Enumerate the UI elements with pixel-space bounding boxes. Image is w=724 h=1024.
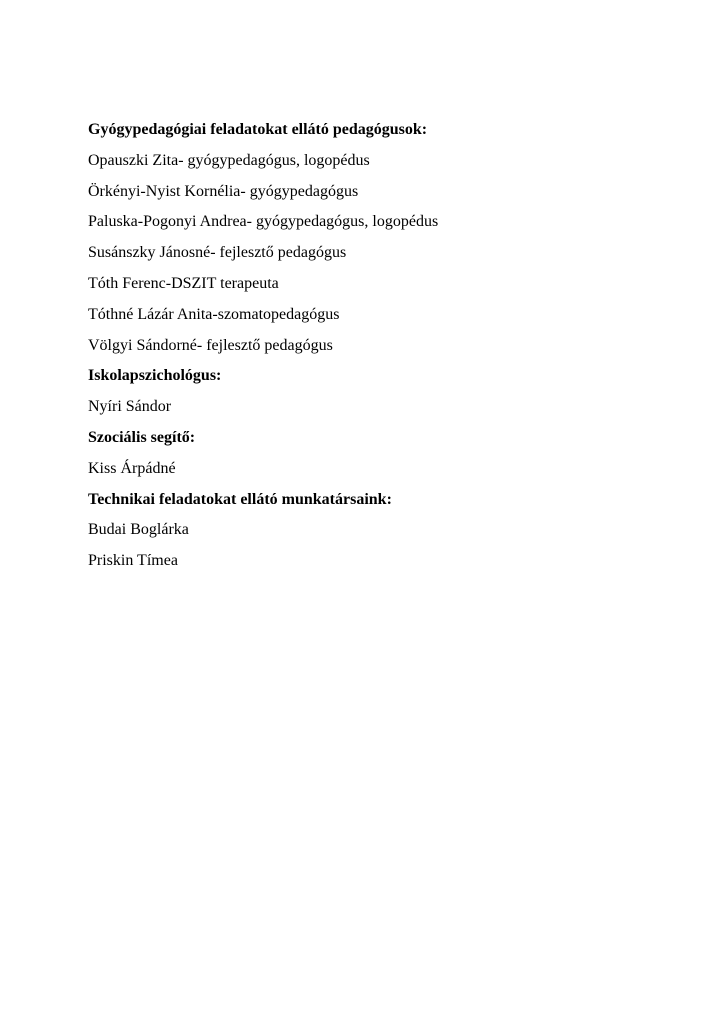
staff-entry: Susánszky Jánosné- fejlesztő pedagógus	[88, 244, 347, 262]
staff-entry: Örkényi-Nyist Kornélia- gyógypedagógus	[88, 182, 359, 200]
staff-entry: Opauszki Zita- gyógypedagógus, logopédus	[88, 151, 370, 169]
staff-entry: Paluska-Pogonyi Andrea- gyógypedagógus, logopédus	[88, 213, 439, 231]
staff-entry: Tóthné Lázár Anita-szomatopedagógus	[88, 305, 340, 323]
staff-entry: Tóth Ferenc-DSZIT terapeuta	[88, 274, 279, 292]
section-heading-technical-staff: Technikai feladatokat ellátó munkatársaink:	[88, 490, 392, 508]
staff-entry: Priskin Tímea	[88, 552, 178, 570]
staff-entry: Kiss Árpádné	[88, 459, 176, 477]
staff-entry: Völgyi Sándorné- fejlesztő pedagógus	[88, 336, 333, 354]
staff-entry: Budai Boglárka	[88, 521, 189, 539]
section-heading-social-worker: Szociális segítő:	[88, 428, 196, 446]
section-heading-special-education: Gyógypedagógiai feladatokat ellátó pedagógusok:	[88, 121, 428, 138]
section-heading-school-psychologist: Iskolapszichológus:	[88, 367, 222, 385]
document-content	[88, 115, 688, 577]
staff-entry: Nyíri Sándor	[88, 398, 172, 416]
